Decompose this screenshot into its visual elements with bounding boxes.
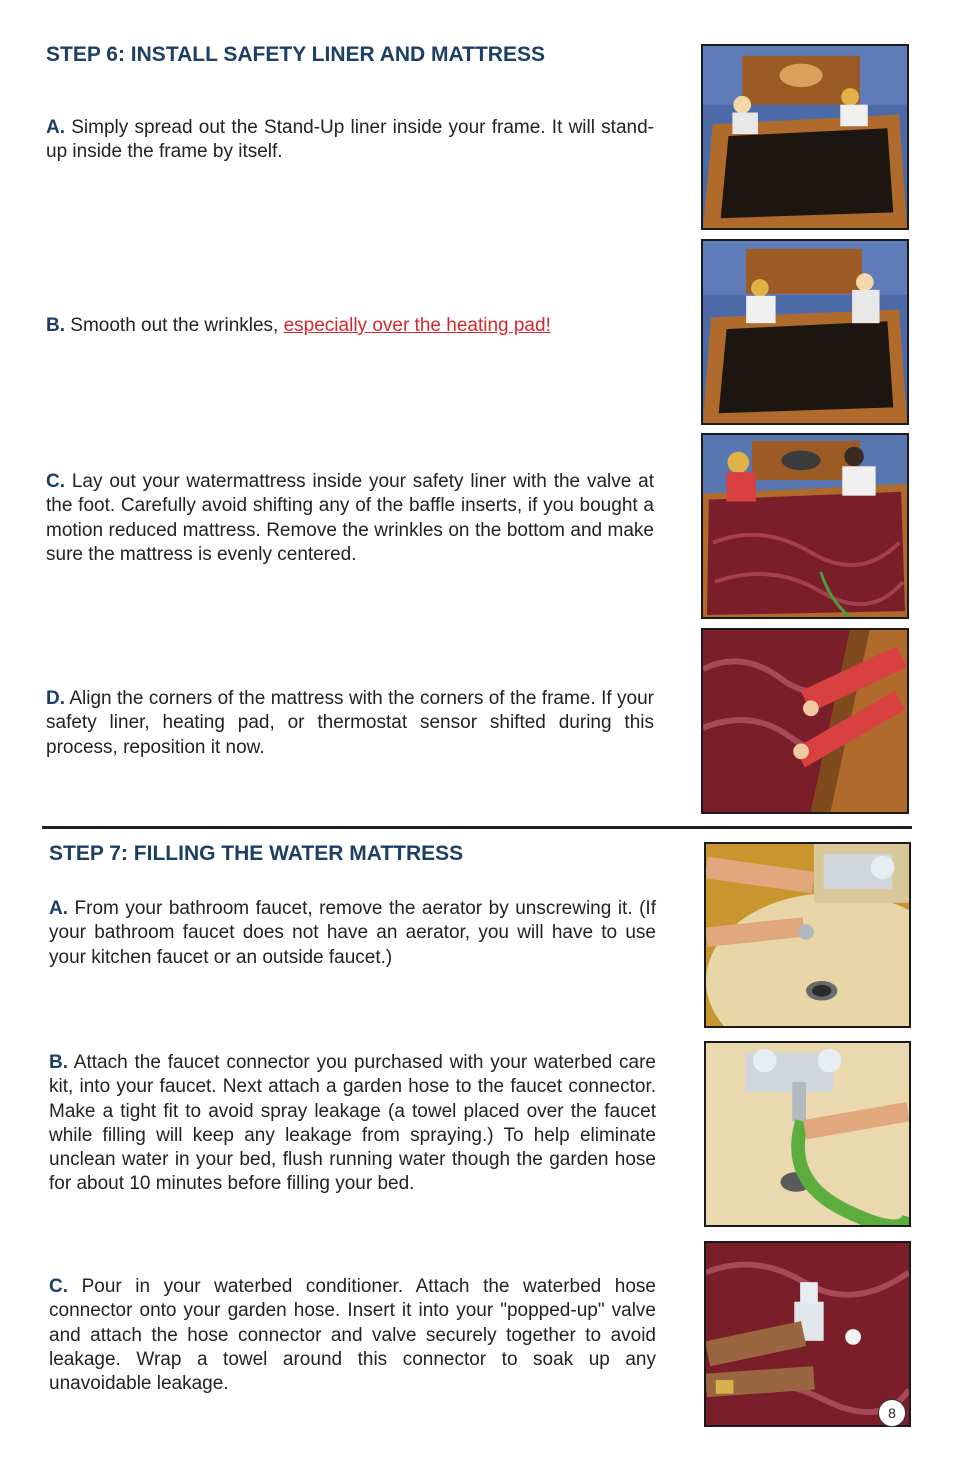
section-divider (42, 826, 912, 829)
photo-aligning-corners (701, 628, 909, 814)
step6-paragraph-c (46, 470, 654, 567)
step6-c-text: Lay out your watermattress inside your safety liner with the valve at the foot. Carefully avoid shifting any of the baffle inserts, if you bought a motion reduced mattress. Remove the wrinkles on the bottom and make sure the mattress is evenly centered. (46, 471, 654, 565)
step7-paragraph-c (49, 1275, 656, 1396)
step7-paragraph-a (49, 897, 656, 970)
photo-pouring-conditioner (704, 1241, 911, 1427)
step7-a-label: A. (49, 898, 68, 919)
photo-smoothing-wrinkles (701, 239, 909, 425)
step6-d-text: Align the corners of the mattress with the corners of the frame. If your safety liner, heating pad, or thermostat sensor shifted during this process, reposition it now. (46, 688, 654, 758)
step6-heading: STEP 6: INSTALL SAFETY LINER AND MATTRESS (46, 43, 545, 66)
step7-c-text: Pour in your waterbed conditioner. Attach the waterbed hose connector onto your garden hose. Insert it into your "popped-up" valve and attach the hose connector and valve securely together to avoid leakage. Wrap a towel around this connector to soak up any unavoidable leakage. (49, 1276, 656, 1395)
step6-paragraph-b (46, 314, 654, 338)
step7-b-label: B. (49, 1052, 68, 1073)
photo-laying-mattress (701, 433, 909, 619)
step6-d-label: D. (46, 688, 65, 709)
step6-c-label: C. (46, 471, 65, 492)
step7-a-text: From your bathroom faucet, remove the aerator by unscrewing it. (If your bathroom faucet does not have an aerator, you will have to use your kitchen faucet or an outside faucet.) (49, 898, 656, 968)
step7-b-text: Attach the faucet connector you purchased with your waterbed care kit, into your faucet. Next attach a garden hose to the faucet connector. Make a tight fit to avoid spray leakage (a towel placed over the faucet while filling will keep any leakage from spraying.) To help eliminate unclean water in your bed, flush running water though the garden hose for about 10 minutes before filling your bed. (49, 1052, 656, 1195)
step6-b-text: Smooth out the wrinkles, (65, 315, 284, 336)
step6-a-label: A. (46, 117, 65, 138)
photo-attaching-hose (704, 1041, 911, 1227)
step7-c-label: C. (49, 1276, 68, 1297)
page-number: 8 (878, 1399, 906, 1427)
heating-pad-warning: especially over the heating pad! (283, 315, 551, 336)
photo-removing-aerator (704, 842, 911, 1028)
photo-spreading-liner (701, 44, 909, 230)
step7-paragraph-b (49, 1051, 656, 1197)
step7-heading: STEP 7: FILLING THE WATER MATTRESS (49, 842, 464, 865)
step6-a-text: Simply spread out the Stand-Up liner inside your frame. It will stand-up inside the frame by itself. (46, 117, 654, 163)
step6-paragraph-a (46, 116, 654, 165)
step6-paragraph-d (46, 687, 654, 760)
step6-b-label: B. (46, 315, 65, 336)
